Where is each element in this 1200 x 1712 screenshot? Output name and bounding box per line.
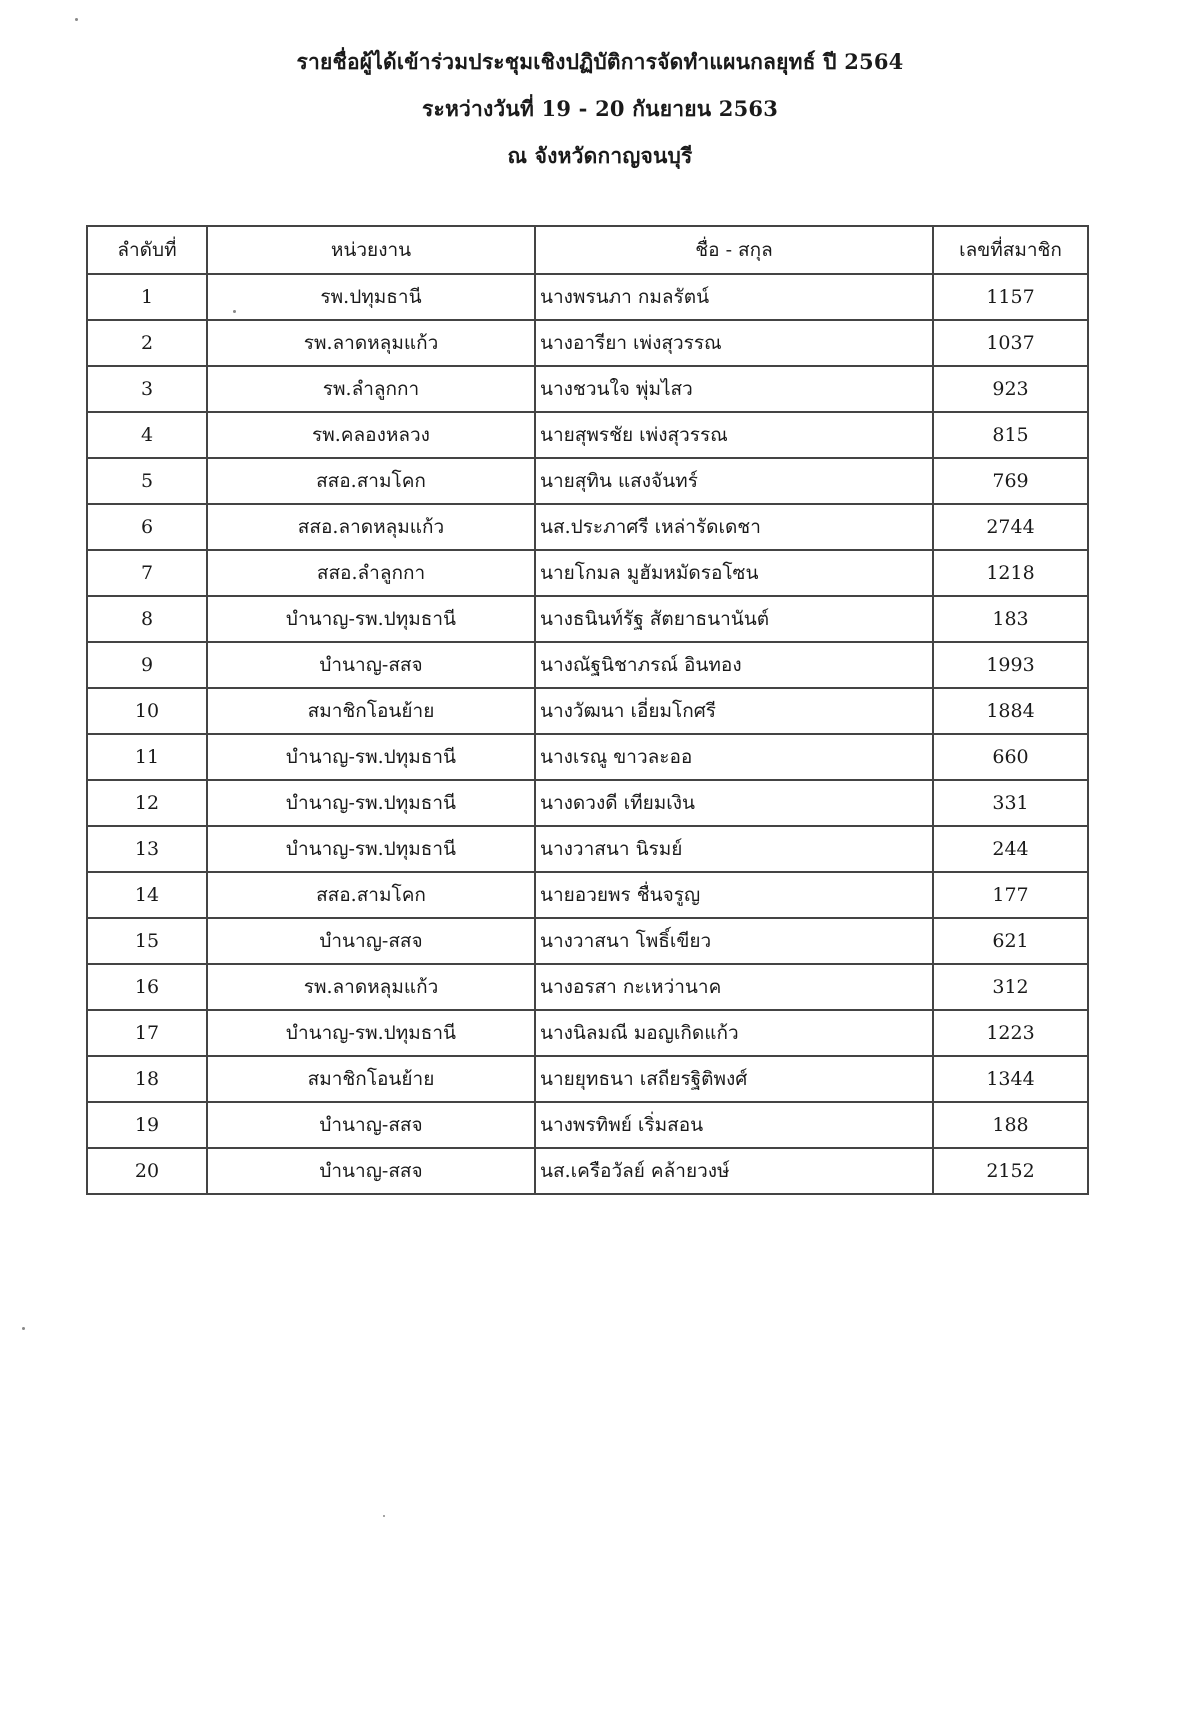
unit-cell: บำนาญ-รพ.ปทุมธานี (207, 826, 535, 872)
member-number-cell: 177 (933, 872, 1088, 918)
unit-cell: บำนาญ-รพ.ปทุมธานี (207, 780, 535, 826)
member-number-cell: 183 (933, 596, 1088, 642)
unit-cell: บำนาญ-รพ.ปทุมธานี (207, 1010, 535, 1056)
member-number-cell: 2152 (933, 1148, 1088, 1194)
member-number-cell: 1223 (933, 1010, 1088, 1056)
column-header-unit: หน่วยงาน (207, 226, 535, 274)
document-location-line: ณ จังหวัดกาญจนบุรี (507, 143, 693, 168)
document-header (0, 38, 1200, 179)
row-number-cell: 16 (87, 964, 207, 1010)
row-number-cell: 11 (87, 734, 207, 780)
table-row (87, 550, 1088, 596)
row-number-cell: 9 (87, 642, 207, 688)
member-number-cell: 1157 (933, 274, 1088, 320)
scan-speck (383, 1515, 385, 1517)
row-number-cell: 8 (87, 596, 207, 642)
name-cell: นางอารียา เพ่งสุวรรณ (535, 320, 933, 366)
name-cell: นางวาสนา นิรมย์ (535, 826, 933, 872)
name-cell: นางดวงดี เทียมเงิน (535, 780, 933, 826)
scan-speck (22, 1327, 25, 1330)
attendee-table-body (87, 274, 1088, 1194)
unit-cell: รพ.ลำลูกกา (207, 366, 535, 412)
name-cell: นางณัฐนิชาภรณ์ อินทอง (535, 642, 933, 688)
name-cell: นายโกมล มูฮัมหมัดรอโซน (535, 550, 933, 596)
member-number-cell: 1344 (933, 1056, 1088, 1102)
name-cell: นส.เครือวัลย์ คล้ายวงษ์ (535, 1148, 933, 1194)
unit-cell: บำนาญ-สสจ (207, 1148, 535, 1194)
attendee-table (86, 225, 1089, 1195)
member-number-cell: 815 (933, 412, 1088, 458)
unit-cell: สสอ.ลำลูกกา (207, 550, 535, 596)
member-number-cell: 660 (933, 734, 1088, 780)
column-header-member-no: เลขที่สมาชิก (933, 226, 1088, 274)
name-cell: นางพรนภา กมลรัตน์ (535, 274, 933, 320)
row-number-cell: 7 (87, 550, 207, 596)
row-number-cell: 6 (87, 504, 207, 550)
table-row (87, 274, 1088, 320)
unit-cell: รพ.ลาดหลุมแก้ว (207, 320, 535, 366)
table-row (87, 872, 1088, 918)
document-date-line: ระหว่างวันที่ 19 - 20 กันยายน 2563 (421, 96, 779, 121)
row-number-cell: 3 (87, 366, 207, 412)
name-cell: นายสุทิน แสงจันทร์ (535, 458, 933, 504)
table-row (87, 412, 1088, 458)
scan-speck (233, 310, 236, 313)
row-number-cell: 19 (87, 1102, 207, 1148)
row-number-cell: 18 (87, 1056, 207, 1102)
row-number-cell: 10 (87, 688, 207, 734)
unit-cell: บำนาญ-รพ.ปทุมธานี (207, 596, 535, 642)
unit-cell: รพ.ลาดหลุมแก้ว (207, 964, 535, 1010)
table-row (87, 320, 1088, 366)
row-number-cell: 17 (87, 1010, 207, 1056)
table-row (87, 826, 1088, 872)
table-row (87, 964, 1088, 1010)
member-number-cell: 331 (933, 780, 1088, 826)
row-number-cell: 5 (87, 458, 207, 504)
table-row (87, 734, 1088, 780)
unit-cell: รพ.คลองหลวง (207, 412, 535, 458)
name-cell: นางชวนใจ พุ่มไสว (535, 366, 933, 412)
table-row (87, 458, 1088, 504)
scan-speck (75, 18, 78, 21)
unit-cell: สสอ.สามโคก (207, 872, 535, 918)
table-row (87, 1056, 1088, 1102)
name-cell: นางวัฒนา เอี่ยมโกศรี (535, 688, 933, 734)
name-cell: นายยุทธนา เสถียรฐิติพงศ์ (535, 1056, 933, 1102)
unit-cell: บำนาญ-สสจ (207, 1102, 535, 1148)
header-row (87, 226, 1088, 274)
row-number-cell: 15 (87, 918, 207, 964)
table-row (87, 366, 1088, 412)
table-row (87, 918, 1088, 964)
member-number-cell: 923 (933, 366, 1088, 412)
unit-cell: บำนาญ-สสจ (207, 642, 535, 688)
member-number-cell: 1218 (933, 550, 1088, 596)
table-row (87, 504, 1088, 550)
row-number-cell: 13 (87, 826, 207, 872)
name-cell: นางธนินท์รัฐ สัตยาธนานันต์ (535, 596, 933, 642)
row-number-cell: 2 (87, 320, 207, 366)
column-header-name: ชื่อ - สกุล (535, 226, 933, 274)
row-number-cell: 1 (87, 274, 207, 320)
member-number-cell: 1037 (933, 320, 1088, 366)
column-header-no: ลำดับที่ (87, 226, 207, 274)
document-title: รายชื่อผู้ได้เข้าร่วมประชุมเชิงปฏิบัติการจัดทำแผนกลยุทธ์ ปี 2564 (296, 49, 904, 74)
table-row (87, 780, 1088, 826)
name-cell: นางพรทิพย์ เริ่มสอน (535, 1102, 933, 1148)
name-cell: นางเรณู ขาวละออ (535, 734, 933, 780)
table-row (87, 596, 1088, 642)
name-cell: นายสุพรชัย เพ่งสุวรรณ (535, 412, 933, 458)
name-cell: นส.ประภาศรี เหล่ารัดเดชา (535, 504, 933, 550)
member-number-cell: 1884 (933, 688, 1088, 734)
table-row (87, 1148, 1088, 1194)
row-number-cell: 20 (87, 1148, 207, 1194)
member-number-cell: 188 (933, 1102, 1088, 1148)
row-number-cell: 14 (87, 872, 207, 918)
table-row (87, 1010, 1088, 1056)
member-number-cell: 312 (933, 964, 1088, 1010)
name-cell: นายอวยพร ชื่นจรูญ (535, 872, 933, 918)
unit-cell: รพ.ปทุมธานี (207, 274, 535, 320)
member-number-cell: 1993 (933, 642, 1088, 688)
attendee-table-header (87, 226, 1088, 274)
unit-cell: บำนาญ-สสจ (207, 918, 535, 964)
name-cell: นางนิลมณี มอญเกิดแก้ว (535, 1010, 933, 1056)
unit-cell: สมาชิกโอนย้าย (207, 688, 535, 734)
unit-cell: สสอ.ลาดหลุมแก้ว (207, 504, 535, 550)
member-number-cell: 621 (933, 918, 1088, 964)
name-cell: นางอรสา กะเหว่านาค (535, 964, 933, 1010)
member-number-cell: 769 (933, 458, 1088, 504)
name-cell: นางวาสนา โพธิ์เขียว (535, 918, 933, 964)
table-row (87, 1102, 1088, 1148)
row-number-cell: 4 (87, 412, 207, 458)
unit-cell: สสอ.สามโคก (207, 458, 535, 504)
member-number-cell: 2744 (933, 504, 1088, 550)
row-number-cell: 12 (87, 780, 207, 826)
unit-cell: สมาชิกโอนย้าย (207, 1056, 535, 1102)
unit-cell: บำนาญ-รพ.ปทุมธานี (207, 734, 535, 780)
table-row (87, 642, 1088, 688)
table-row (87, 688, 1088, 734)
member-number-cell: 244 (933, 826, 1088, 872)
